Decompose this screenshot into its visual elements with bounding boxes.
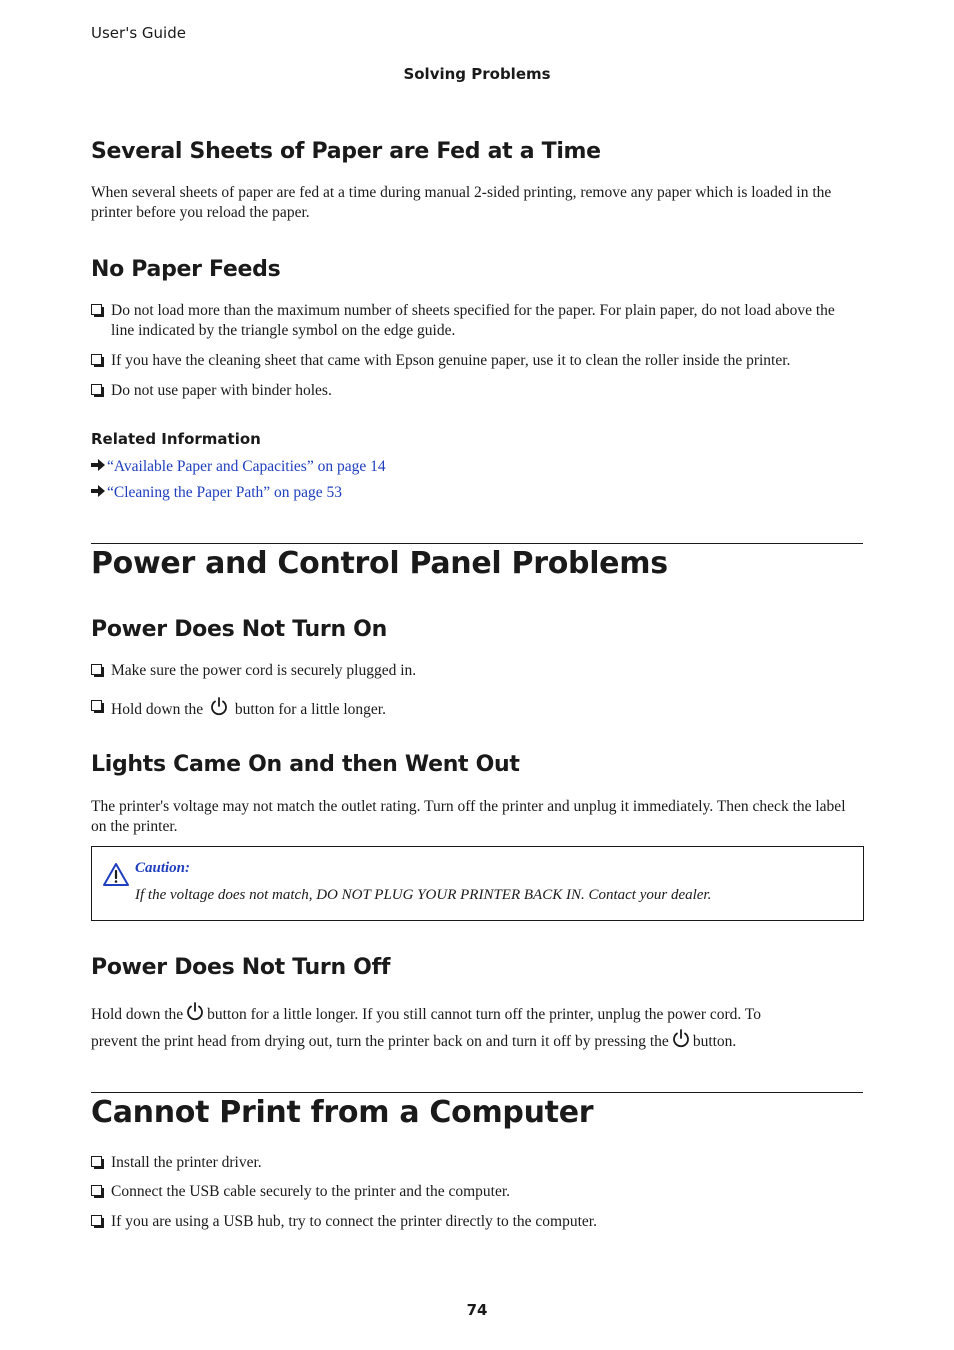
heading-no-paper-feeds: No Paper Feeds (91, 257, 281, 282)
checkbox-icon (91, 700, 102, 711)
paragraph-power-off-line1 (91, 1002, 861, 1027)
arrow-right-icon (91, 483, 107, 503)
list-item-text: If you are using a USB hub, try to connect the printer directly to the computer. (111, 1213, 597, 1230)
list-item-text: Do not use paper with binder holes. (111, 382, 332, 399)
heading-lights-went-out: Lights Came On and then Went Out (91, 752, 520, 777)
list-item (91, 697, 861, 722)
related-link-row (91, 457, 386, 477)
checkbox-icon (91, 304, 102, 315)
section-divider (91, 543, 863, 544)
list-item (91, 301, 861, 341)
list-item-text: If you have the cleaning sheet that came with Epson genuine paper, use it to clean the roller inside the printer. (111, 352, 791, 369)
checkbox-icon (91, 1185, 102, 1196)
list-item (91, 381, 861, 401)
related-information-title: Related Information (91, 430, 261, 448)
heading-cannot-print: Cannot Print from a Computer (91, 1095, 594, 1130)
checkbox-icon (91, 1156, 102, 1167)
text-segment: button. (692, 1033, 737, 1050)
list-item-text: Install the printer driver. (111, 1154, 262, 1171)
list-item (91, 351, 861, 371)
list-item-text: Make sure the power cord is securely plugged in. (111, 662, 417, 679)
list-item-text-after: button for a little longer. (234, 701, 386, 718)
power-icon (210, 697, 228, 722)
list-item-text: Do not load more than the maximum number of sheets specified for the paper. For plain paper, do not load above the line indicated by the triangle symbol on the edge guide. (111, 302, 835, 339)
section-divider (91, 1092, 863, 1093)
caution-box (91, 846, 864, 921)
list-item (91, 1212, 861, 1232)
list-item (91, 661, 861, 681)
paragraph-voltage: The printer's voltage may not match the outlet rating. Turn off the printer and unplug it immediately. Then check the label on the printer. (91, 798, 846, 835)
power-icon (672, 1029, 690, 1054)
warning-icon (102, 862, 130, 892)
related-link-cleaning-paper-path[interactable]: “Cleaning the Paper Path” on page 53 (107, 484, 343, 501)
checkbox-icon (91, 384, 102, 395)
heading-several-sheets: Several Sheets of Paper are Fed at a Time (91, 139, 601, 164)
caution-label: Caution: (135, 860, 191, 876)
page-number: 74 (466, 1301, 488, 1319)
checkbox-icon (91, 1215, 102, 1226)
paragraph-several-sheets: When several sheets of paper are fed at a time during manual 2-sided printing, remove any paper which is loaded in the printer before you reload the paper. (91, 184, 832, 221)
related-link-row (91, 483, 342, 503)
checkbox-icon (91, 354, 102, 365)
arrow-right-icon (91, 457, 107, 477)
heading-power-control-panel: Power and Control Panel Problems (91, 546, 668, 581)
list-item-text-before: Hold down the (111, 701, 204, 718)
running-header-section: Solving Problems (403, 65, 551, 83)
list-item (91, 1153, 861, 1173)
checkbox-icon (91, 664, 102, 675)
caution-text: If the voltage does not match, DO NOT PLUG YOUR PRINTER BACK IN. Contact your dealer. (135, 887, 712, 903)
text-segment: Hold down the (91, 1006, 184, 1023)
list-item-text: Connect the USB cable securely to the printer and the computer. (111, 1183, 511, 1200)
list-item (91, 1182, 861, 1202)
heading-power-not-on: Power Does Not Turn On (91, 617, 387, 642)
text-segment: button for a little longer. If you still cannot turn off the printer, unplug the power cord. To (207, 1006, 762, 1023)
power-icon (186, 1002, 204, 1027)
heading-power-not-off: Power Does Not Turn Off (91, 955, 391, 980)
running-header-guide: User's Guide (91, 24, 186, 42)
related-link-paper-capacities[interactable]: “Available Paper and Capacities” on page 14 (107, 458, 386, 475)
text-segment: prevent the print head from drying out, turn the printer back on and turn it off by pressing the (91, 1033, 669, 1050)
paragraph-power-off-line2 (91, 1029, 861, 1054)
